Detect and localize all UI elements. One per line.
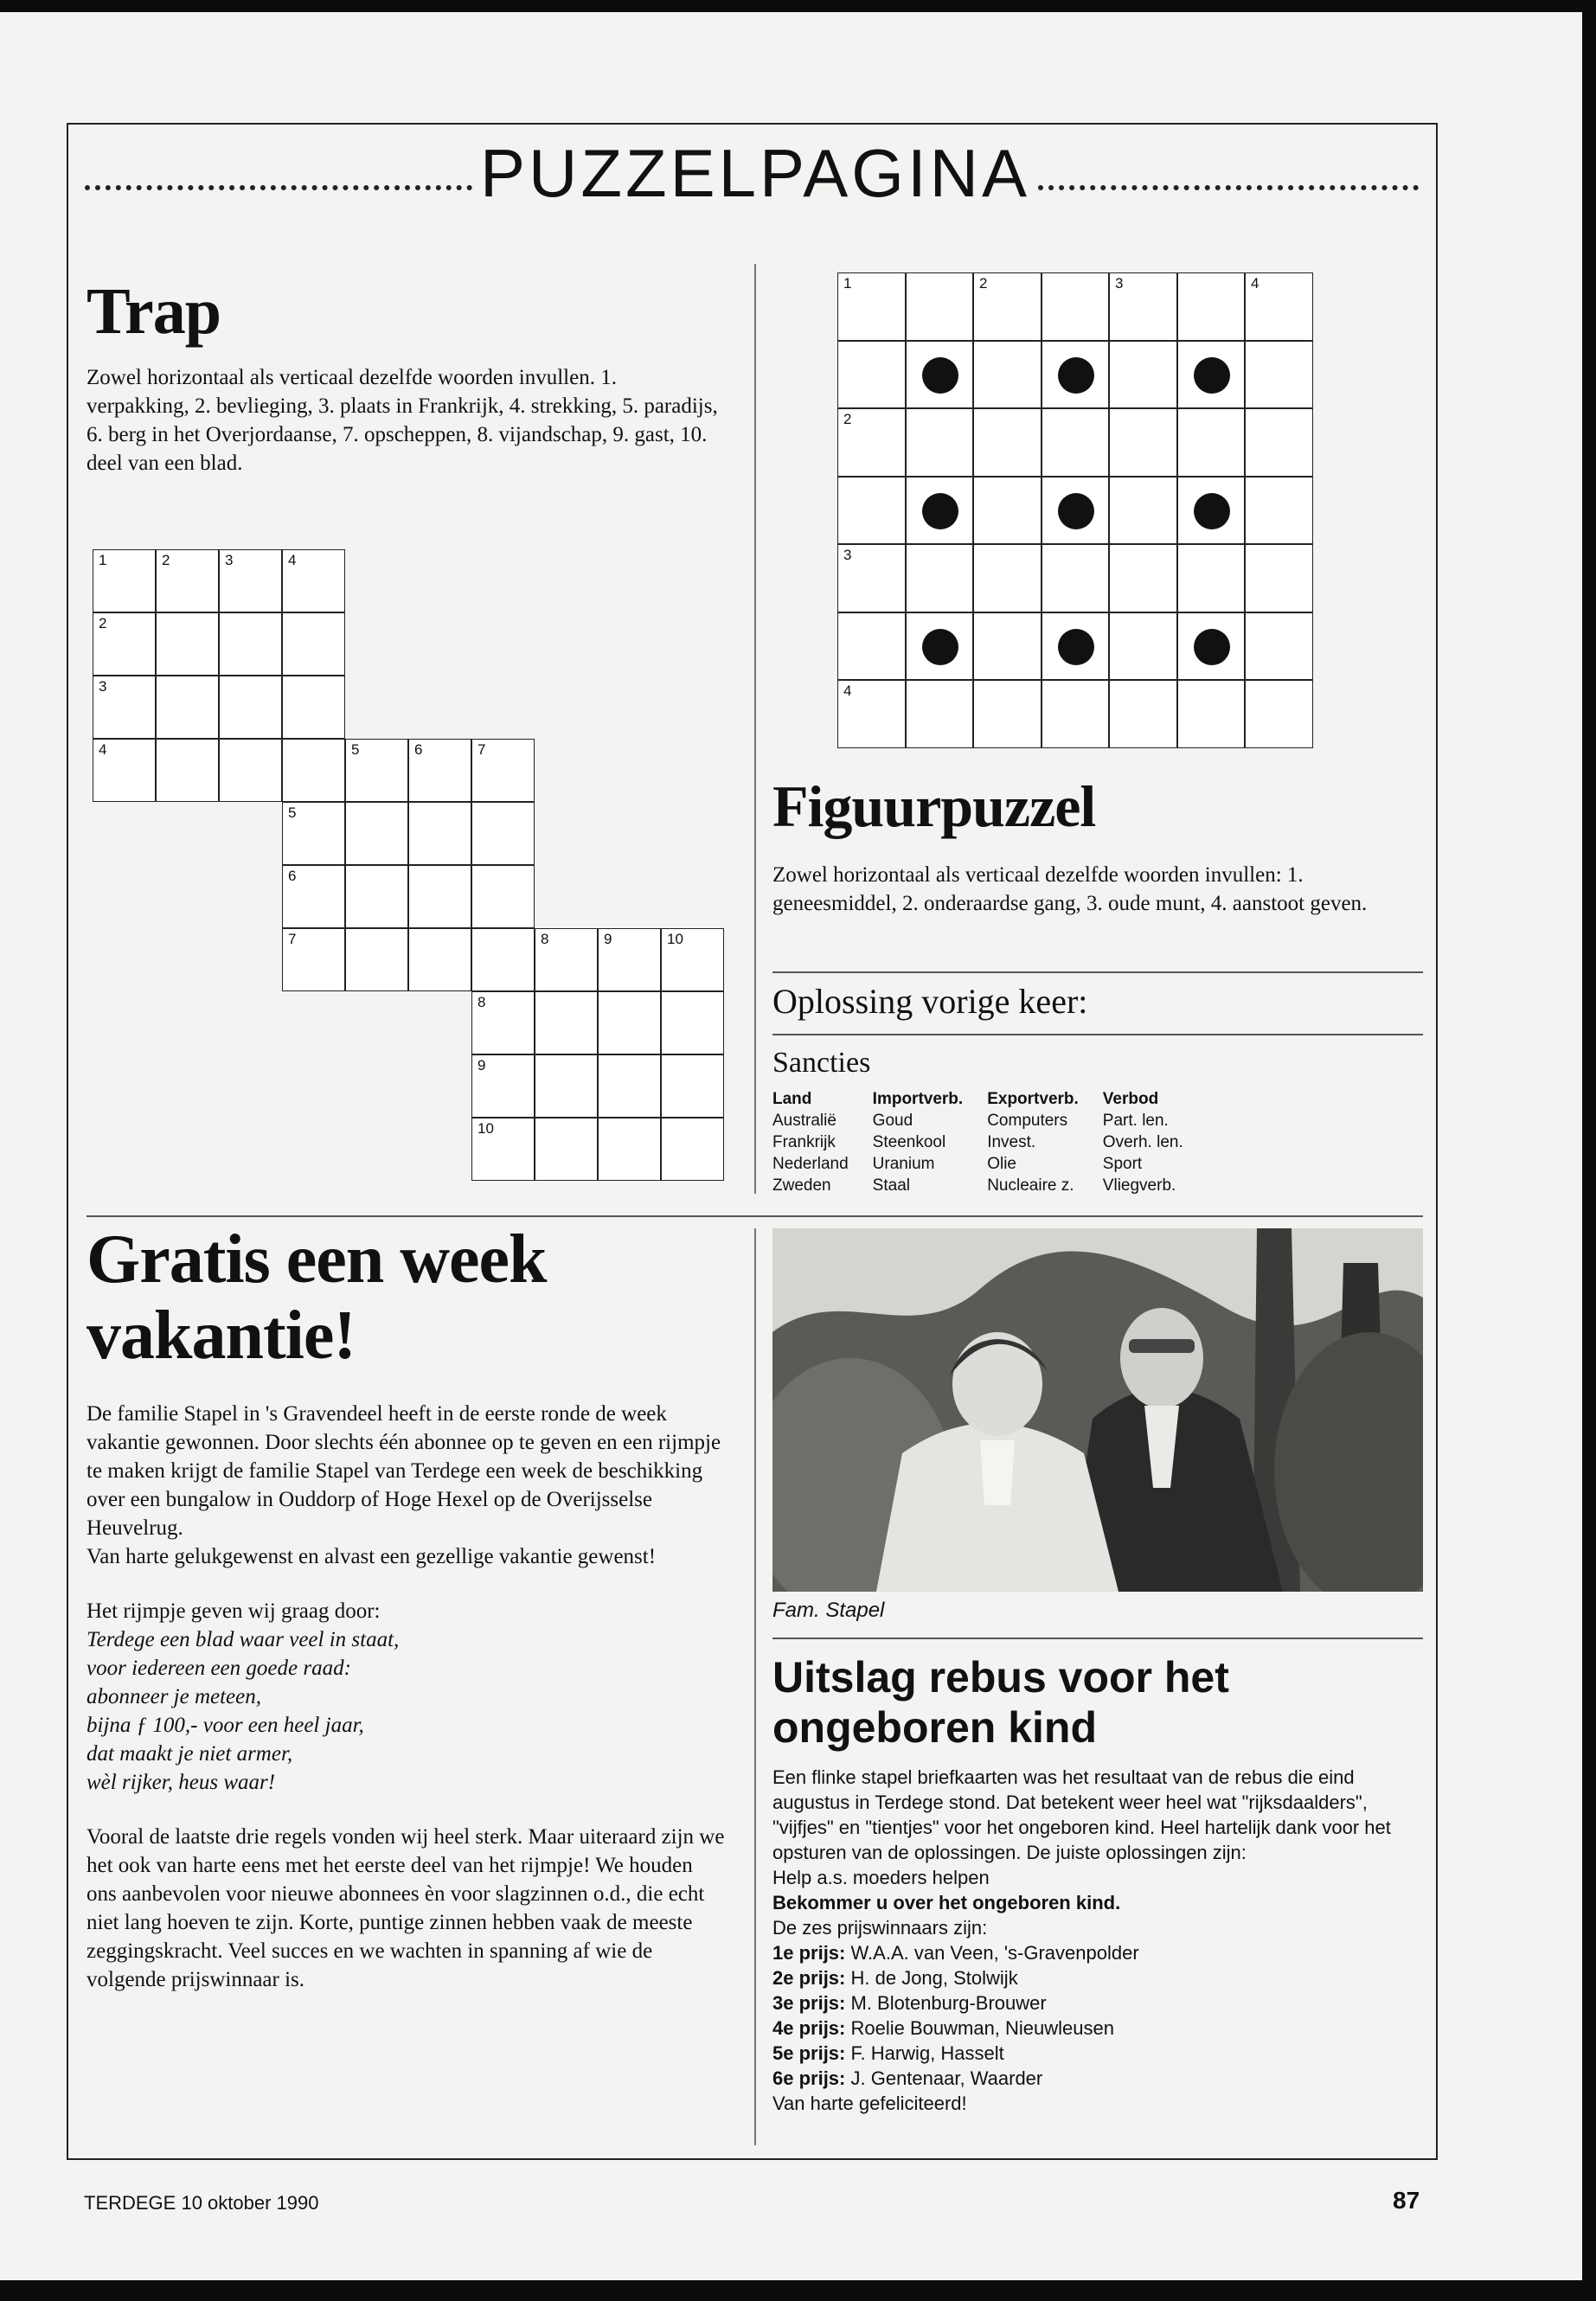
grid-number: 10 (478, 1120, 494, 1137)
table-cell: Overh. len. (1102, 1133, 1183, 1151)
page-title: PUZZELPAGINA (479, 135, 1030, 211)
grid-cell (973, 544, 1042, 612)
black-dot (922, 493, 958, 529)
table-cell: Invest. (987, 1133, 1036, 1151)
grid-cell (345, 739, 408, 802)
table-cell: Staal (872, 1176, 910, 1195)
prize-label: 2e prijs: (772, 1967, 846, 1989)
table-header: Importverb. (872, 1090, 964, 1108)
oplossing-heading: Oplossing vorige keer: (772, 982, 1088, 1021)
footer-publication: TERDEGE 10 oktober 1990 (84, 2192, 319, 2214)
grid-cell (598, 1054, 661, 1118)
grid-cell (471, 1118, 535, 1181)
grid-cell (973, 477, 1042, 545)
grid-cell (156, 612, 219, 676)
grid-cell (471, 865, 535, 928)
grid-cell (1177, 341, 1246, 409)
grid-cell (408, 928, 471, 991)
grid-number: 5 (351, 741, 360, 758)
grid-cell (1245, 544, 1313, 612)
grid-cell (282, 865, 345, 928)
grid-cell (1042, 544, 1110, 612)
prize-item (772, 2041, 1423, 2066)
gratis-poem (87, 1625, 727, 1797)
figuurpuzzel-instructions: Zowel horizontaal als verticaal dezelfde woorden invullen: 1. geneesmiddel, 2. onderaardse gang, 3. oude munt, 4. aanstoot geven. (772, 863, 1368, 915)
grid-cell (1177, 544, 1246, 612)
grid-number: 2 (162, 552, 170, 568)
grid-number: 4 (99, 741, 107, 758)
grid-cell (93, 612, 156, 676)
trap-instructions: Zowel horizontaal als verticaal dezelfde woorden invullen. 1. verpakking, 2. bevlieging, 3. plaats in Frankrijk, 4. strekking, 5. paradijs, 6. berg in het Overjordaanse, 7. opscheppen, 8. vijandschap, 9. gast, 10. deel van een blad. (87, 366, 718, 475)
grid-cell (1245, 477, 1313, 545)
uitslag-solution2: Bekommer u over het ongeboren kind. (772, 1892, 1121, 1913)
black-dot (1194, 357, 1230, 394)
grid-number: 9 (604, 931, 612, 947)
masthead (78, 135, 1427, 211)
table-cell: Uranium (872, 1155, 935, 1173)
grid-cell (973, 680, 1042, 748)
grid-cell (837, 341, 906, 409)
grid-cell (906, 544, 974, 612)
grid-cell (1177, 408, 1246, 477)
grid-cell (1245, 408, 1313, 477)
grid-number: 3 (1115, 275, 1124, 292)
grid-cell (1042, 477, 1110, 545)
grid-cell (282, 612, 345, 676)
grid-cell (282, 676, 345, 739)
table-cell: Steenkool (872, 1133, 946, 1151)
prize-winner: J. Gentenaar, Waarder (850, 2067, 1043, 2089)
prize-item (772, 2066, 1423, 2091)
sancties-table (772, 1088, 1208, 1196)
grid-number: 2 (843, 411, 852, 427)
grid-cell (1042, 612, 1110, 681)
grid-cell (973, 272, 1042, 341)
table-cell: Nucleaire z. (987, 1176, 1074, 1195)
black-dot (1058, 357, 1094, 394)
grid-cell (1177, 272, 1246, 341)
prize-winner: W.A.A. van Veen, 's-Gravenpolder (850, 1942, 1139, 1964)
grid-cell (282, 928, 345, 991)
table-row (772, 1110, 1208, 1131)
grid-cell (93, 549, 156, 612)
prize-winner: H. de Jong, Stolwijk (850, 1967, 1018, 1989)
table-row (772, 1131, 1208, 1153)
black-dot (1058, 493, 1094, 529)
grid-cell (282, 549, 345, 612)
gratis-paragraph1: De familie Stapel in 's Gravendeel heeft in de eerste ronde de week vakantie gewonnen. Door slechts één abonnee op te geven en een rijmpje te maken krijgt de familie Stapel van Terdege een week de beschikking over een bungalow in Ouddorp of Hoge Hexel op de Overijsselse Heuvelrug. (87, 1402, 721, 1540)
grid-cell (1109, 680, 1177, 748)
grid-cell (1245, 680, 1313, 748)
black-dot (1194, 493, 1230, 529)
grid-cell (408, 865, 471, 928)
trap-title: Trap (87, 275, 221, 348)
grid-number: 7 (478, 741, 486, 758)
gratis-title-line2: vakantie! (87, 1298, 356, 1374)
scan-edge (0, 2280, 1596, 2301)
uitslag-title-line2: ongeboren kind (772, 1703, 1097, 1752)
scan-edge (1582, 0, 1596, 2301)
grid-number: 3 (99, 678, 107, 695)
table-header: Land (772, 1090, 812, 1108)
grid-cell (345, 928, 408, 991)
grid-cell (1245, 272, 1313, 341)
grid-cell (219, 612, 282, 676)
poem-line: dat maakt je niet armer, (87, 1742, 293, 1766)
grid-number: 10 (667, 931, 683, 947)
grid-number: 8 (541, 931, 549, 947)
grid-number: 2 (979, 275, 988, 292)
grid-number: 1 (99, 552, 107, 568)
grid-cell (345, 802, 408, 865)
grid-cell (535, 928, 598, 991)
grid-cell (1177, 680, 1246, 748)
grid-number: 8 (478, 994, 486, 1010)
uitslag-article (772, 1765, 1423, 2116)
grid-cell (1109, 408, 1177, 477)
grid-number: 7 (288, 931, 297, 947)
column-divider (754, 264, 756, 1194)
black-dot (922, 357, 958, 394)
grid-cell (1042, 408, 1110, 477)
uitslag-congrats: Van harte gefeliciteerd! (772, 2093, 967, 2114)
grid-cell (661, 928, 724, 991)
grid-cell (93, 739, 156, 802)
uitslag-paragraph: Een flinke stapel briefkaarten was het resultaat van de rebus die eind augustus in Terdege stond. Dat betekent weer heel wat "rijksdaalders", "vijfjes" en "tientjes" voor het ongeboren kind. Heel hartelijk dank voor het opsturen van de oplossingen. De juiste oplossingen zijn: (772, 1766, 1391, 1863)
prize-label: 6e prijs: (772, 2067, 846, 2089)
grid-cell (1177, 477, 1246, 545)
grid-cell (906, 341, 974, 409)
grid-cell (1109, 272, 1177, 341)
black-dot (922, 629, 958, 665)
grid-cell (1109, 544, 1177, 612)
grid-cell (219, 549, 282, 612)
page-number: 87 (1393, 2187, 1420, 2214)
grid-cell (661, 1054, 724, 1118)
scan-edge (0, 0, 1596, 12)
grid-cell (1042, 341, 1110, 409)
grid-cell (1245, 612, 1313, 681)
prize-label: 1e prijs: (772, 1942, 846, 1964)
sancties-heading: Sancties (772, 1047, 871, 1079)
grid-cell (471, 991, 535, 1054)
black-dot (1058, 629, 1094, 665)
grid-cell (973, 612, 1042, 681)
black-dot (1194, 629, 1230, 665)
grid-cell (1042, 680, 1110, 748)
grid-cell (408, 802, 471, 865)
prize-winner: F. Harwig, Hasselt (850, 2042, 1004, 2064)
grid-cell (156, 549, 219, 612)
poem-line: voor iedereen een goede raad: (87, 1657, 351, 1680)
grid-cell (219, 676, 282, 739)
grid-cell (1177, 612, 1246, 681)
grid-cell (1109, 612, 1177, 681)
prize-winner: Roelie Bouwman, Nieuwleusen (850, 2017, 1114, 2039)
table-header: Exportverb. (987, 1090, 1079, 1108)
grid-cell (837, 680, 906, 748)
table-cell: Goud (872, 1112, 913, 1130)
photo-caption: Fam. Stapel (772, 1599, 885, 1622)
grid-cell (598, 1118, 661, 1181)
grid-cell (535, 1054, 598, 1118)
gratis-title (87, 1221, 744, 1374)
uitslag-title (772, 1652, 1430, 1753)
grid-number: 5 (288, 804, 297, 821)
grid-number: 2 (99, 615, 107, 631)
grid-cell (156, 676, 219, 739)
grid-cell (906, 680, 974, 748)
grid-cell (661, 991, 724, 1054)
table-cell: Frankrijk (772, 1133, 836, 1151)
grid-cell (1109, 341, 1177, 409)
masthead-dots-right (1038, 185, 1419, 190)
prize-label: 4e prijs: (772, 2017, 846, 2039)
table-cell: Part. len. (1102, 1112, 1169, 1130)
grid-number: 3 (225, 552, 234, 568)
gratis-paragraph2: Van harte gelukgewenst en alvast een gezellige vakantie gewenst! (87, 1545, 657, 1568)
section-divider (87, 1215, 1423, 1217)
grid-cell (1042, 272, 1110, 341)
table-cell: Computers (987, 1112, 1068, 1130)
grid-cell (1245, 341, 1313, 409)
uitslag-winners-intro: De zes prijswinnaars zijn: (772, 1917, 988, 1939)
figuurpuzzel-title: Figuurpuzzel (772, 773, 1096, 839)
grid-cell (661, 1118, 724, 1181)
table-row (772, 1175, 1208, 1196)
table-cell: Vliegverb. (1102, 1176, 1176, 1195)
divider (772, 1638, 1423, 1639)
table-cell: Zweden (772, 1176, 831, 1195)
gratis-title-line1: Gratis een week (87, 1221, 547, 1298)
prize-label: 5e prijs: (772, 2042, 846, 2064)
prize-list (772, 1940, 1423, 2091)
prize-item (772, 1965, 1423, 1990)
grid-cell (906, 408, 974, 477)
grid-number: 4 (288, 552, 297, 568)
grid-cell (906, 272, 974, 341)
grid-cell (1109, 477, 1177, 545)
grid-number: 3 (843, 547, 852, 563)
grid-number: 9 (478, 1057, 486, 1074)
gratis-closing: Vooral de laatste drie regels vonden wij heel sterk. Maar uiteraard zijn we het ook van harte eens met het eerste deel van het rijmpje! We houden ons aanbevolen voor nieuwe abonnees èn voor slagzinnen o.d., die echt niet lang hoeven te zijn. Korte, puntige zinnen hebben vaak de meeste zeggingskracht. Veel succes en we wachten in spanning af wie de volgende prijswinnaar is. (87, 1825, 725, 1991)
uitslag-solution1: Help a.s. moeders helpen (772, 1867, 990, 1888)
table-header: Verbod (1102, 1090, 1159, 1108)
divider (772, 1034, 1423, 1035)
column-divider (754, 1228, 756, 2145)
grid-cell (906, 612, 974, 681)
poem-line: Terdege een blad waar veel in staat, (87, 1628, 400, 1651)
prize-item (772, 1990, 1423, 2016)
grid-cell (471, 1054, 535, 1118)
poem-line: bijna ƒ 100,- voor een heel jaar, (87, 1714, 364, 1737)
divider (772, 971, 1423, 973)
grid-cell (598, 928, 661, 991)
grid-cell (837, 477, 906, 545)
grid-cell (973, 408, 1042, 477)
grid-cell (282, 802, 345, 865)
grid-cell (93, 676, 156, 739)
grid-cell (535, 991, 598, 1054)
photo-illustration (772, 1228, 1423, 1592)
prize-item (772, 1940, 1423, 1965)
uitslag-title-line1: Uitslag rebus voor het (772, 1653, 1229, 1702)
photo-fam-stapel (772, 1228, 1423, 1592)
table-cell: Sport (1102, 1155, 1143, 1173)
prize-item (772, 2016, 1423, 2041)
table-row (772, 1153, 1208, 1175)
grid-cell (471, 802, 535, 865)
grid-cell (837, 544, 906, 612)
grid-number: 4 (843, 683, 852, 699)
grid-cell (837, 408, 906, 477)
grid-cell (408, 739, 471, 802)
table-cell: Nederland (772, 1155, 849, 1173)
grid-number: 6 (288, 868, 297, 884)
grid-number: 1 (843, 275, 852, 292)
grid-cell (973, 341, 1042, 409)
grid-cell (837, 612, 906, 681)
grid-cell (598, 991, 661, 1054)
table-cell: Olie (987, 1155, 1016, 1173)
grid-cell (471, 928, 535, 991)
grid-cell (219, 739, 282, 802)
prize-label: 3e prijs: (772, 1992, 846, 2014)
grid-cell (906, 477, 974, 545)
gratis-intro: Het rijmpje geven wij graag door: (87, 1599, 381, 1623)
masthead-dots-left (85, 185, 472, 190)
table-cell: Australië (772, 1112, 836, 1130)
grid-cell (535, 1118, 598, 1181)
poem-line: abonneer je meteen, (87, 1685, 262, 1708)
poem-line: wèl rijker, heus waar! (87, 1771, 276, 1794)
grid-cell (471, 739, 535, 802)
grid-cell (156, 739, 219, 802)
grid-cell (282, 739, 345, 802)
prize-winner: M. Blotenburg-Brouwer (850, 1992, 1047, 2014)
grid-cell (345, 865, 408, 928)
grid-number: 6 (414, 741, 423, 758)
gratis-article (87, 1400, 727, 1994)
grid-cell (837, 272, 906, 341)
grid-number: 4 (1251, 275, 1259, 292)
